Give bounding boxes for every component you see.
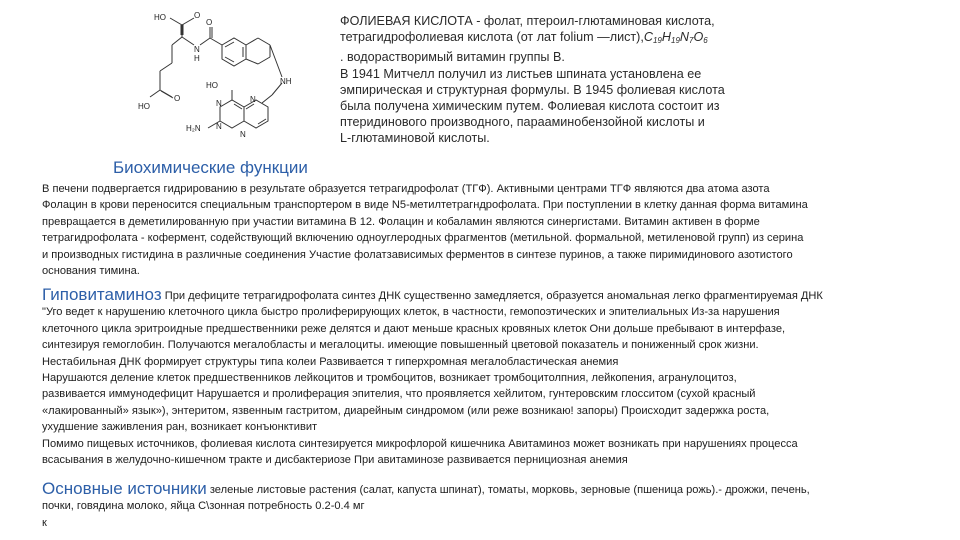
paragraph-line: При дефиците тетрагидрофолата синтез ДНК существенно замедляется, образуется аномальная легко фрагментируемая ДНК	[164, 290, 823, 302]
chemical-formula: $C_{19}H_{19}N_7O_6$	[643, 30, 708, 46]
sources-paragraph	[42, 481, 810, 531]
paragraph-line: развивается иммунодефицит Нарушается и пролиферация эпителия, что проявляется хейлитом, гунтеровским глосситом (сухой красный	[42, 388, 756, 401]
atom-n4: N	[240, 130, 246, 139]
paragraph-line: зеленые листовые растения (салат, капуста шпинат), томаты, морковь, зерновые (пшеница рожь).- дрожжи, печень,	[209, 484, 810, 496]
atom-n2: N	[250, 95, 256, 104]
paragraph-line: и производных гистидина в различные соединения Участие фолатзависимых ферментов в синтезе пуринов, а также пиримидинового азотистого	[42, 248, 793, 261]
atom-o-amide: O	[206, 18, 213, 27]
intro-line: эмпирическая и структурная формулы. В 1945 фолиевая кислота	[340, 82, 725, 97]
intro-line: тетрагидрофолиевая кислота (от лат folium —лист),	[340, 30, 644, 45]
bonds	[150, 18, 282, 128]
sources-first-line	[42, 481, 810, 498]
paragraph-line: "Уго ведет к нарушению клеточного цикла быстро пролиферирующих клеток, в частности, гемопоэтических и эпителиальных Из-за нарушения	[42, 306, 780, 319]
hypo-paragraph	[42, 287, 823, 468]
paragraph-line: Нестабильная ДНК формирует структуры типа колеи Развивается т гиперхромная мегалобластическая анемия	[42, 355, 619, 368]
intro-line: В 1941 Митчелл получил из листьев шпината установлена ее	[340, 66, 702, 81]
intro-line: . водорастворимый витамин группы В.	[340, 50, 565, 65]
paragraph-line: ухудшение заживления ран, возникает конъюнктивит	[42, 421, 318, 434]
paragraph-line: тетрагидрофолата - кофермент, содействующий включению одноуглеродных фрагментов (метильной. формальной, метиленовой групп) из серина	[42, 232, 804, 245]
paragraph-line: Нарушаются деление клеток предшественников лейкоцитов и тромбоцитов, возникает тромбоцитолпния, лейкопения, агранулоцитоз,	[42, 372, 737, 385]
hypo-heading: Гиповитаминоз	[42, 285, 162, 304]
atom-ho-bottom: HO	[138, 102, 150, 111]
hypo-first-line	[42, 287, 823, 304]
paragraph-line: превращается в деметилированную при участии витамина В 12. Фолацин и кобаламин являются синергистами. Витамин активен в форме	[42, 215, 760, 228]
paragraph-line: клеточного цикла эритроидные предшественники реже делятся и дают меньше красных кровяных клеток Они дольше пребывают в интерфазе,	[42, 322, 786, 335]
atom-n-amide: N	[194, 45, 200, 54]
paragraph-line: почки, говядина молоко, яйца С\зонная потребность 0.2-0.4 мг	[42, 500, 365, 513]
intro-line: L-глютаминовой кислоты.	[340, 131, 490, 146]
sources-heading: Основные источники	[42, 479, 207, 498]
paragraph-line: к	[42, 516, 47, 529]
biochem-heading: Биохимические функции	[113, 158, 308, 177]
paragraph-line: Помимо пищевых источников, фолиевая кислота синтезируется микрофлорой кишечника Авитаминоз может возникать при нарушениях процесса	[42, 437, 798, 450]
atom-h2n: H₂N	[186, 124, 201, 133]
atom-n3: N	[216, 122, 222, 131]
intro-line: птеридинового производного, парааминобензойной кислоты и	[340, 115, 705, 130]
paragraph-line: всасывания в желудочно-кишечном тракте и дисбактериозе При авитаминозе развивается пернициозная анемия	[42, 454, 628, 467]
atom-h-amide: H	[194, 54, 200, 63]
structure-svg	[130, 5, 330, 163]
paragraph-line: синтезируя гемоглобин. Получаются мегалобласты и мегалоциты. имеющие повышенный цветовой показатель и пониженный срок жизни.	[42, 339, 759, 352]
atom-ho-ring: HO	[206, 81, 218, 90]
intro-line-formula	[340, 29, 790, 49]
paragraph-line: «лакированный» язык»), энтеритом, язвенным гастритом, диарейным синдромом (или реже возникаю! запоры) Происходит задержка роста,	[42, 404, 770, 417]
paragraph-line: В печени подвергается гидрированию в результате образуется тетрагидрофолат (ТГФ). Активными центрами ТГФ являются два атома азота	[42, 183, 770, 195]
atom-ho-top: HO	[154, 13, 166, 22]
folic-acid-structure	[130, 5, 330, 163]
paragraph-line: Фолацин в крови переносится специальным транспортером в виде N5-метилтетрагндрофолата. При поступлении в клетку данная форма витамина	[42, 199, 808, 212]
atom-n1: N	[216, 99, 222, 108]
atom-o-bottom: O	[174, 94, 181, 103]
atom-nh-link: NH	[280, 77, 292, 86]
intro-paragraph	[340, 13, 790, 147]
paragraph-line: основания тимина.	[42, 265, 140, 278]
biochem-paragraph	[42, 181, 808, 279]
atom-o-top: O	[194, 11, 201, 20]
intro-line: ФОЛИЕВАЯ КИСЛОТА - фолат, птероил-глютаминовая кислота,	[340, 14, 715, 28]
intro-line: была получена химическим путем. Фолиевая кислота состоит из	[340, 99, 720, 114]
